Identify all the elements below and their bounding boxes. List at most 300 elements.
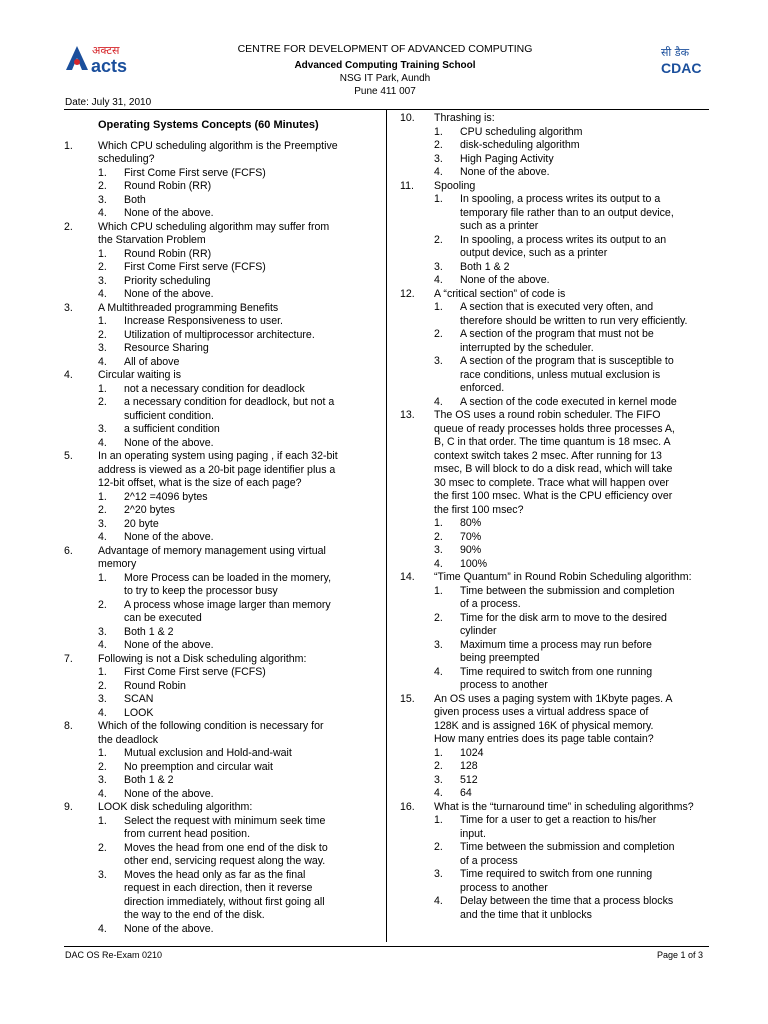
option-text-line: 2^20 bytes: [124, 504, 175, 516]
question-text-line: queue of ready processes holds three processes A,: [434, 422, 675, 435]
question: [400, 409, 712, 517]
answer-option: [64, 356, 382, 370]
question-text: [98, 302, 382, 316]
option-text-line: Moves the head only as far as the final: [124, 868, 306, 881]
option-text: [460, 517, 712, 531]
option-number: 3.: [98, 693, 107, 705]
question-text-line: 128K and is assigned 16K of physical memory.: [434, 719, 654, 732]
option-text: [460, 814, 712, 841]
option-text-line: the way to the end of the disk.: [124, 909, 265, 921]
question-text: [98, 450, 382, 491]
option-text: [460, 544, 712, 558]
option-number: 2.: [98, 598, 107, 611]
question-text: [98, 801, 382, 815]
option-text: [124, 329, 382, 343]
option-text-line: A section that is executed very often, and: [460, 301, 654, 313]
question-text-line: An OS uses a paging system with 1Kbyte pages. A: [434, 692, 673, 705]
answer-option: [400, 666, 712, 693]
option-number: 3.: [98, 274, 107, 287]
option-text: [124, 639, 382, 653]
option-text-line: In spooling, a process writes its output to an: [460, 233, 667, 246]
question-text: [98, 221, 382, 248]
option-text-line: More Process can be loaded in the momery,: [124, 571, 332, 584]
answer-option: [400, 558, 712, 572]
answer-option: [400, 814, 712, 841]
cdac-logo-hindi: सी डैक: [661, 46, 690, 59]
question: [400, 288, 712, 302]
option-text-line: can be executed: [124, 612, 202, 624]
acts-logo-hindi: अक्टस: [92, 44, 120, 57]
option-text: [460, 895, 712, 922]
option-number: 4.: [98, 288, 107, 300]
answer-option: [400, 517, 712, 531]
option-text: [124, 288, 382, 302]
answer-option: [64, 531, 382, 545]
option-text-line: Time required to switch from one running: [460, 868, 653, 880]
option-text-line: sufficient condition.: [124, 409, 214, 422]
option-text: [460, 558, 712, 572]
answer-option: [400, 585, 712, 612]
option-number: 3.: [98, 517, 107, 530]
option-text-line: CPU scheduling algorithm: [460, 125, 583, 138]
question-text: [434, 693, 712, 747]
answer-option: [64, 693, 382, 707]
question-text: [98, 140, 382, 167]
option-text-line: None of the above.: [460, 166, 550, 178]
address-line-2: Pune 411 007: [354, 86, 416, 97]
question-text: [434, 571, 712, 585]
option-text: [460, 747, 712, 761]
answer-option: [64, 747, 382, 761]
answer-option: [64, 788, 382, 802]
option-text-line: Time required to switch from one running: [460, 665, 653, 678]
footer-exam-code: DAC OS Re-Exam 0210: [65, 950, 163, 960]
option-number: 1.: [434, 584, 443, 597]
question-number: 7.: [64, 652, 73, 665]
option-number: 3.: [98, 342, 107, 354]
option-number: 4.: [98, 531, 107, 543]
option-number: 2.: [434, 841, 443, 853]
question-text-line: the first 100 msec?: [434, 503, 524, 516]
option-text-line: Time between the submission and completion: [460, 584, 675, 597]
answer-option: [64, 248, 382, 262]
option-text-line: A process whose image larger than memory: [124, 598, 331, 611]
option-text-line: Time between the submission and completion: [460, 841, 675, 853]
option-text: [460, 531, 712, 545]
option-text-line: 128: [460, 760, 478, 772]
option-text: [124, 167, 382, 181]
question-text-line: Spooling: [434, 179, 476, 192]
option-number: 1.: [98, 382, 107, 395]
option-text: [460, 396, 712, 410]
answer-option: [64, 666, 382, 680]
option-number: 1.: [98, 814, 107, 827]
answer-option: [64, 207, 382, 221]
option-text-line: output device, such as a printer: [460, 247, 608, 259]
option-text: [124, 599, 382, 626]
option-number: 4.: [98, 922, 107, 935]
option-text-line: Select the request with minimum seek time: [124, 814, 326, 827]
option-text: [124, 275, 382, 289]
option-text-line: None of the above.: [124, 531, 214, 543]
question-number: 11.: [400, 179, 414, 192]
option-number: 1.: [434, 125, 443, 138]
option-text: [460, 301, 712, 328]
option-number: 3.: [98, 625, 107, 638]
option-text-line: 1024: [460, 746, 484, 759]
answer-option: [64, 180, 382, 194]
question-text-line: given process uses a virtual address space of: [434, 706, 649, 718]
answer-option: [64, 275, 382, 289]
option-number: 3.: [434, 260, 443, 273]
option-text: [460, 355, 712, 396]
question: [64, 545, 382, 572]
answer-option: [64, 437, 382, 451]
option-text: [460, 193, 712, 234]
question: [64, 801, 382, 815]
option-text-line: 2^12 =4096 bytes: [124, 490, 208, 503]
option-text-line: First Come First serve (FCFS): [124, 166, 266, 179]
answer-option: [400, 787, 712, 801]
question-number: 10.: [400, 112, 415, 124]
option-text: [124, 383, 382, 397]
answer-option: [400, 396, 712, 410]
exam-date: Date: July 31, 2010: [65, 97, 152, 108]
answer-option: [400, 774, 712, 788]
option-text-line: Utilization of multiprocessor architecture.: [124, 328, 315, 341]
answer-option: [64, 923, 382, 937]
option-number: 3.: [434, 773, 443, 786]
question-text-line: What is the “turnaround time” in scheduling algorithms?: [434, 800, 694, 813]
option-text-line: SCAN: [124, 693, 154, 705]
option-text: [460, 153, 712, 167]
answer-option: [400, 760, 712, 774]
option-number: 1.: [434, 301, 443, 313]
option-text-line: direction immediately, without first going all: [124, 895, 325, 908]
option-text-line: process to another: [460, 679, 548, 691]
question-number: 4.: [64, 369, 73, 381]
option-text: [124, 491, 382, 505]
option-number: 4.: [434, 787, 443, 799]
option-number: 2.: [98, 396, 107, 408]
question-text-line: B, C in that order. The time quantum is 18 msec. A: [434, 436, 671, 448]
option-text-line: such as a printer: [460, 220, 539, 232]
option-number: 3.: [434, 868, 443, 880]
option-text-line: and the time that it unblocks: [460, 908, 592, 921]
question-text: [98, 653, 382, 667]
option-text-line: Time for a user to get a reaction to his/her: [460, 814, 657, 826]
option-text-line: A section of the code executed in kernel mode: [460, 395, 677, 408]
option-text-line: 20 byte: [124, 517, 159, 530]
answer-option: [64, 491, 382, 505]
option-text-line: A section of the program that must not be: [460, 328, 654, 340]
question-number: 15.: [400, 692, 415, 705]
option-text-line: LOOK: [124, 706, 154, 719]
question-text-line: Following is not a Disk scheduling algorithm:: [98, 652, 307, 665]
answer-option: [400, 639, 712, 666]
answer-option: [64, 761, 382, 775]
option-text-line: No preemption and circular wait: [124, 760, 273, 773]
option-text: [124, 342, 382, 356]
option-text-line: None of the above.: [124, 207, 214, 219]
option-text-line: a sufficient condition: [124, 423, 220, 435]
question-text: [434, 409, 712, 517]
option-text: [124, 356, 382, 370]
answer-option: [64, 626, 382, 640]
option-text: [124, 504, 382, 518]
right-column: [400, 112, 712, 922]
answer-option: [64, 518, 382, 532]
option-text-line: interrupted by the scheduler.: [460, 341, 594, 354]
option-text: [124, 666, 382, 680]
option-number: 1.: [434, 746, 443, 759]
question-text-line: address is viewed as a 20-bit page identifier plus a: [98, 463, 336, 476]
question-number: 6.: [64, 544, 73, 557]
option-number: 3.: [98, 423, 107, 435]
option-text-line: None of the above.: [124, 787, 214, 800]
option-text-line: None of the above.: [124, 288, 214, 300]
question-text-line: Thrashing is:: [434, 112, 495, 124]
question-text-line: msec, B will block to do a disk read, which will take: [434, 463, 673, 475]
question-text-line: “Time Quantum” in Round Robin Scheduling algorithm:: [434, 571, 692, 583]
answer-option: [400, 234, 712, 261]
option-text: [124, 747, 382, 761]
question-text: [98, 545, 382, 572]
option-text-line: request in each direction, then it reverse: [124, 882, 313, 894]
option-text-line: to try to keep the processor busy: [124, 585, 278, 597]
question-text-line: the first 100 msec. What is the CPU efficiency over: [434, 490, 673, 502]
option-text: [460, 774, 712, 788]
option-text-line: 80%: [460, 517, 482, 529]
answer-option: [400, 274, 712, 288]
answer-option: [400, 531, 712, 545]
option-text: [460, 760, 712, 774]
option-text: [124, 761, 382, 775]
cdac-logo: [660, 44, 706, 76]
question-text-line: 30 msec to complete. Trace what will happen over: [434, 476, 669, 489]
option-text-line: None of the above.: [460, 274, 550, 286]
option-text-line: None of the above.: [124, 639, 214, 651]
option-number: 1.: [98, 571, 107, 584]
option-text: [460, 139, 712, 153]
option-number: 1.: [434, 814, 443, 826]
question-text: [434, 112, 712, 126]
option-number: 1.: [98, 666, 107, 678]
question: [64, 653, 382, 667]
option-text-line: process to another: [460, 881, 548, 894]
question-text-line: LOOK disk scheduling algorithm:: [98, 801, 253, 813]
answer-option: [400, 126, 712, 140]
option-text-line: Time for the disk arm to move to the desired: [460, 611, 667, 624]
option-number: 3.: [434, 638, 443, 651]
option-text-line: Both 1 & 2: [124, 774, 174, 786]
option-text-line: Increase Responsiveness to user.: [124, 315, 283, 327]
org-name: CENTRE FOR DEVELOPMENT OF ADVANCED COMPUTING: [237, 43, 533, 55]
option-number: 4.: [98, 787, 107, 800]
question-text-line: Circular waiting is: [98, 369, 182, 381]
option-text: [124, 680, 382, 694]
option-text: [124, 707, 382, 721]
question-number: 12.: [400, 287, 415, 300]
question-text: [98, 369, 382, 383]
option-text-line: First Come First serve (FCFS): [124, 666, 266, 678]
option-text: [460, 328, 712, 355]
option-text: [124, 315, 382, 329]
answer-option: [400, 895, 712, 922]
question-text: [434, 180, 712, 194]
option-number: 1.: [434, 193, 443, 205]
option-number: 2.: [98, 180, 107, 192]
option-text-line: Delay between the time that a process blocks: [460, 895, 674, 907]
option-text-line: enforced.: [460, 382, 505, 394]
answer-option: [400, 261, 712, 275]
question-number: 9.: [64, 801, 73, 813]
option-number: 4.: [434, 274, 443, 286]
option-text: [124, 788, 382, 802]
answer-option: [400, 612, 712, 639]
option-number: 4.: [434, 395, 443, 408]
answer-option: [64, 383, 382, 397]
answer-option: [400, 544, 712, 558]
option-text: [124, 693, 382, 707]
option-text-line: of a process: [460, 854, 518, 867]
question-text-line: In an operating system using paging , if each 32-bit: [98, 450, 338, 462]
option-text: [460, 639, 712, 666]
answer-option: [64, 572, 382, 599]
option-number: 2.: [98, 261, 107, 273]
option-text-line: input.: [460, 827, 486, 840]
option-number: 4.: [434, 895, 443, 907]
question-number: 16.: [400, 800, 415, 813]
option-text-line: other end, servicing request along the way.: [124, 855, 326, 867]
question-number: 13.: [400, 409, 415, 421]
option-text-line: therefore should be written to run very efficiently.: [460, 314, 688, 327]
question-number: 14.: [400, 571, 415, 583]
option-number: 3.: [434, 544, 443, 556]
option-number: 1.: [98, 490, 107, 503]
question-text-line: How many entries does its page table contain?: [434, 733, 654, 745]
option-number: 1.: [98, 747, 107, 759]
answer-option: [400, 841, 712, 868]
option-text: [124, 572, 382, 599]
answer-option: [64, 315, 382, 329]
question-text: [434, 801, 712, 815]
option-number: 2.: [434, 530, 443, 543]
option-text-line: 100%: [460, 557, 488, 570]
option-text-line: Priority scheduling: [124, 274, 211, 287]
question-text-line: context switch takes 2 msec. After running for 13: [434, 449, 662, 462]
option-text: [460, 274, 712, 288]
option-number: 4.: [434, 557, 443, 570]
option-text-line: Both: [124, 193, 146, 206]
answer-option: [400, 139, 712, 153]
option-text: [460, 666, 712, 693]
option-text-line: Round Robin (RR): [124, 180, 212, 192]
option-text: [124, 842, 382, 869]
option-number: 1.: [98, 247, 107, 260]
option-text: [124, 626, 382, 640]
option-text-line: High Paging Activity: [460, 152, 554, 165]
answer-option: [64, 194, 382, 208]
option-text-line: Round Robin: [124, 679, 186, 692]
question-number: 5.: [64, 450, 73, 462]
question-number: 8.: [64, 720, 73, 732]
option-number: 2.: [434, 139, 443, 151]
answer-option: [400, 301, 712, 328]
question-text-line: Which of the following condition is necessary for: [98, 720, 324, 732]
answer-option: [64, 774, 382, 788]
option-text-line: 64: [460, 787, 472, 799]
answer-option: [400, 868, 712, 895]
answer-option: [400, 355, 712, 396]
exam-title: Operating Systems Concepts (60 Minutes): [98, 119, 319, 131]
question-text-line: memory: [98, 558, 137, 570]
option-text-line: from current head position.: [124, 828, 251, 840]
option-text-line: not a necessary condition for deadlock: [124, 382, 305, 395]
option-text-line: None of the above.: [124, 436, 214, 449]
question: [64, 450, 382, 491]
option-text-line: Round Robin (RR): [124, 247, 212, 260]
question: [400, 571, 712, 585]
option-text: [124, 923, 382, 937]
option-text-line: race conditions, unless mutual exclusion is: [460, 368, 661, 381]
question-text-line: A Multithreaded programming Benefits: [98, 301, 279, 314]
option-number: 4.: [434, 166, 443, 178]
option-number: 3.: [98, 193, 107, 206]
answer-option: [64, 680, 382, 694]
option-text-line: A section of the program that is susceptible to: [460, 355, 674, 367]
option-text: [124, 396, 382, 423]
option-text-line: 70%: [460, 530, 482, 543]
option-number: 4.: [98, 706, 107, 719]
option-number: 2.: [98, 504, 107, 516]
question-number: 1.: [64, 139, 73, 152]
option-text: [460, 612, 712, 639]
acts-logo: [64, 42, 144, 76]
question-text-line: Which CPU scheduling algorithm may suffer from: [98, 220, 330, 233]
option-number: 3.: [98, 774, 107, 786]
question-text-line: The OS uses a round robin scheduler. The FIFO: [434, 409, 661, 421]
option-number: 2.: [98, 679, 107, 692]
question: [400, 180, 712, 194]
option-text-line: being preempted: [460, 652, 540, 664]
question: [64, 140, 382, 167]
acts-logo-text: acts: [91, 56, 128, 76]
question: [400, 693, 712, 747]
option-number: 3.: [434, 355, 443, 367]
option-text: [124, 423, 382, 437]
option-text: [124, 437, 382, 451]
footer-page-number: Page 1 of 3: [656, 950, 703, 960]
option-text-line: Resource Sharing: [124, 342, 209, 354]
answer-option: [64, 639, 382, 653]
option-text-line: First Come First serve (FCFS): [124, 261, 266, 273]
question-text-line: A “critical section” of code is: [434, 287, 566, 300]
option-text-line: a necessary condition for deadlock, but not a: [124, 396, 335, 408]
option-text-line: Mutual exclusion and Hold-and-wait: [124, 747, 292, 759]
answer-option: [64, 329, 382, 343]
option-text: [460, 868, 712, 895]
option-number: 1.: [434, 517, 443, 529]
school-name: Advanced Computing Training School: [294, 60, 476, 71]
question-text-line: Advantage of memory management using virtual: [98, 544, 326, 557]
question: [400, 801, 712, 815]
option-number: 2.: [434, 328, 443, 340]
answer-option: [64, 288, 382, 302]
option-number: 2.: [98, 841, 107, 854]
option-number: 1.: [98, 166, 107, 179]
answer-option: [64, 396, 382, 423]
